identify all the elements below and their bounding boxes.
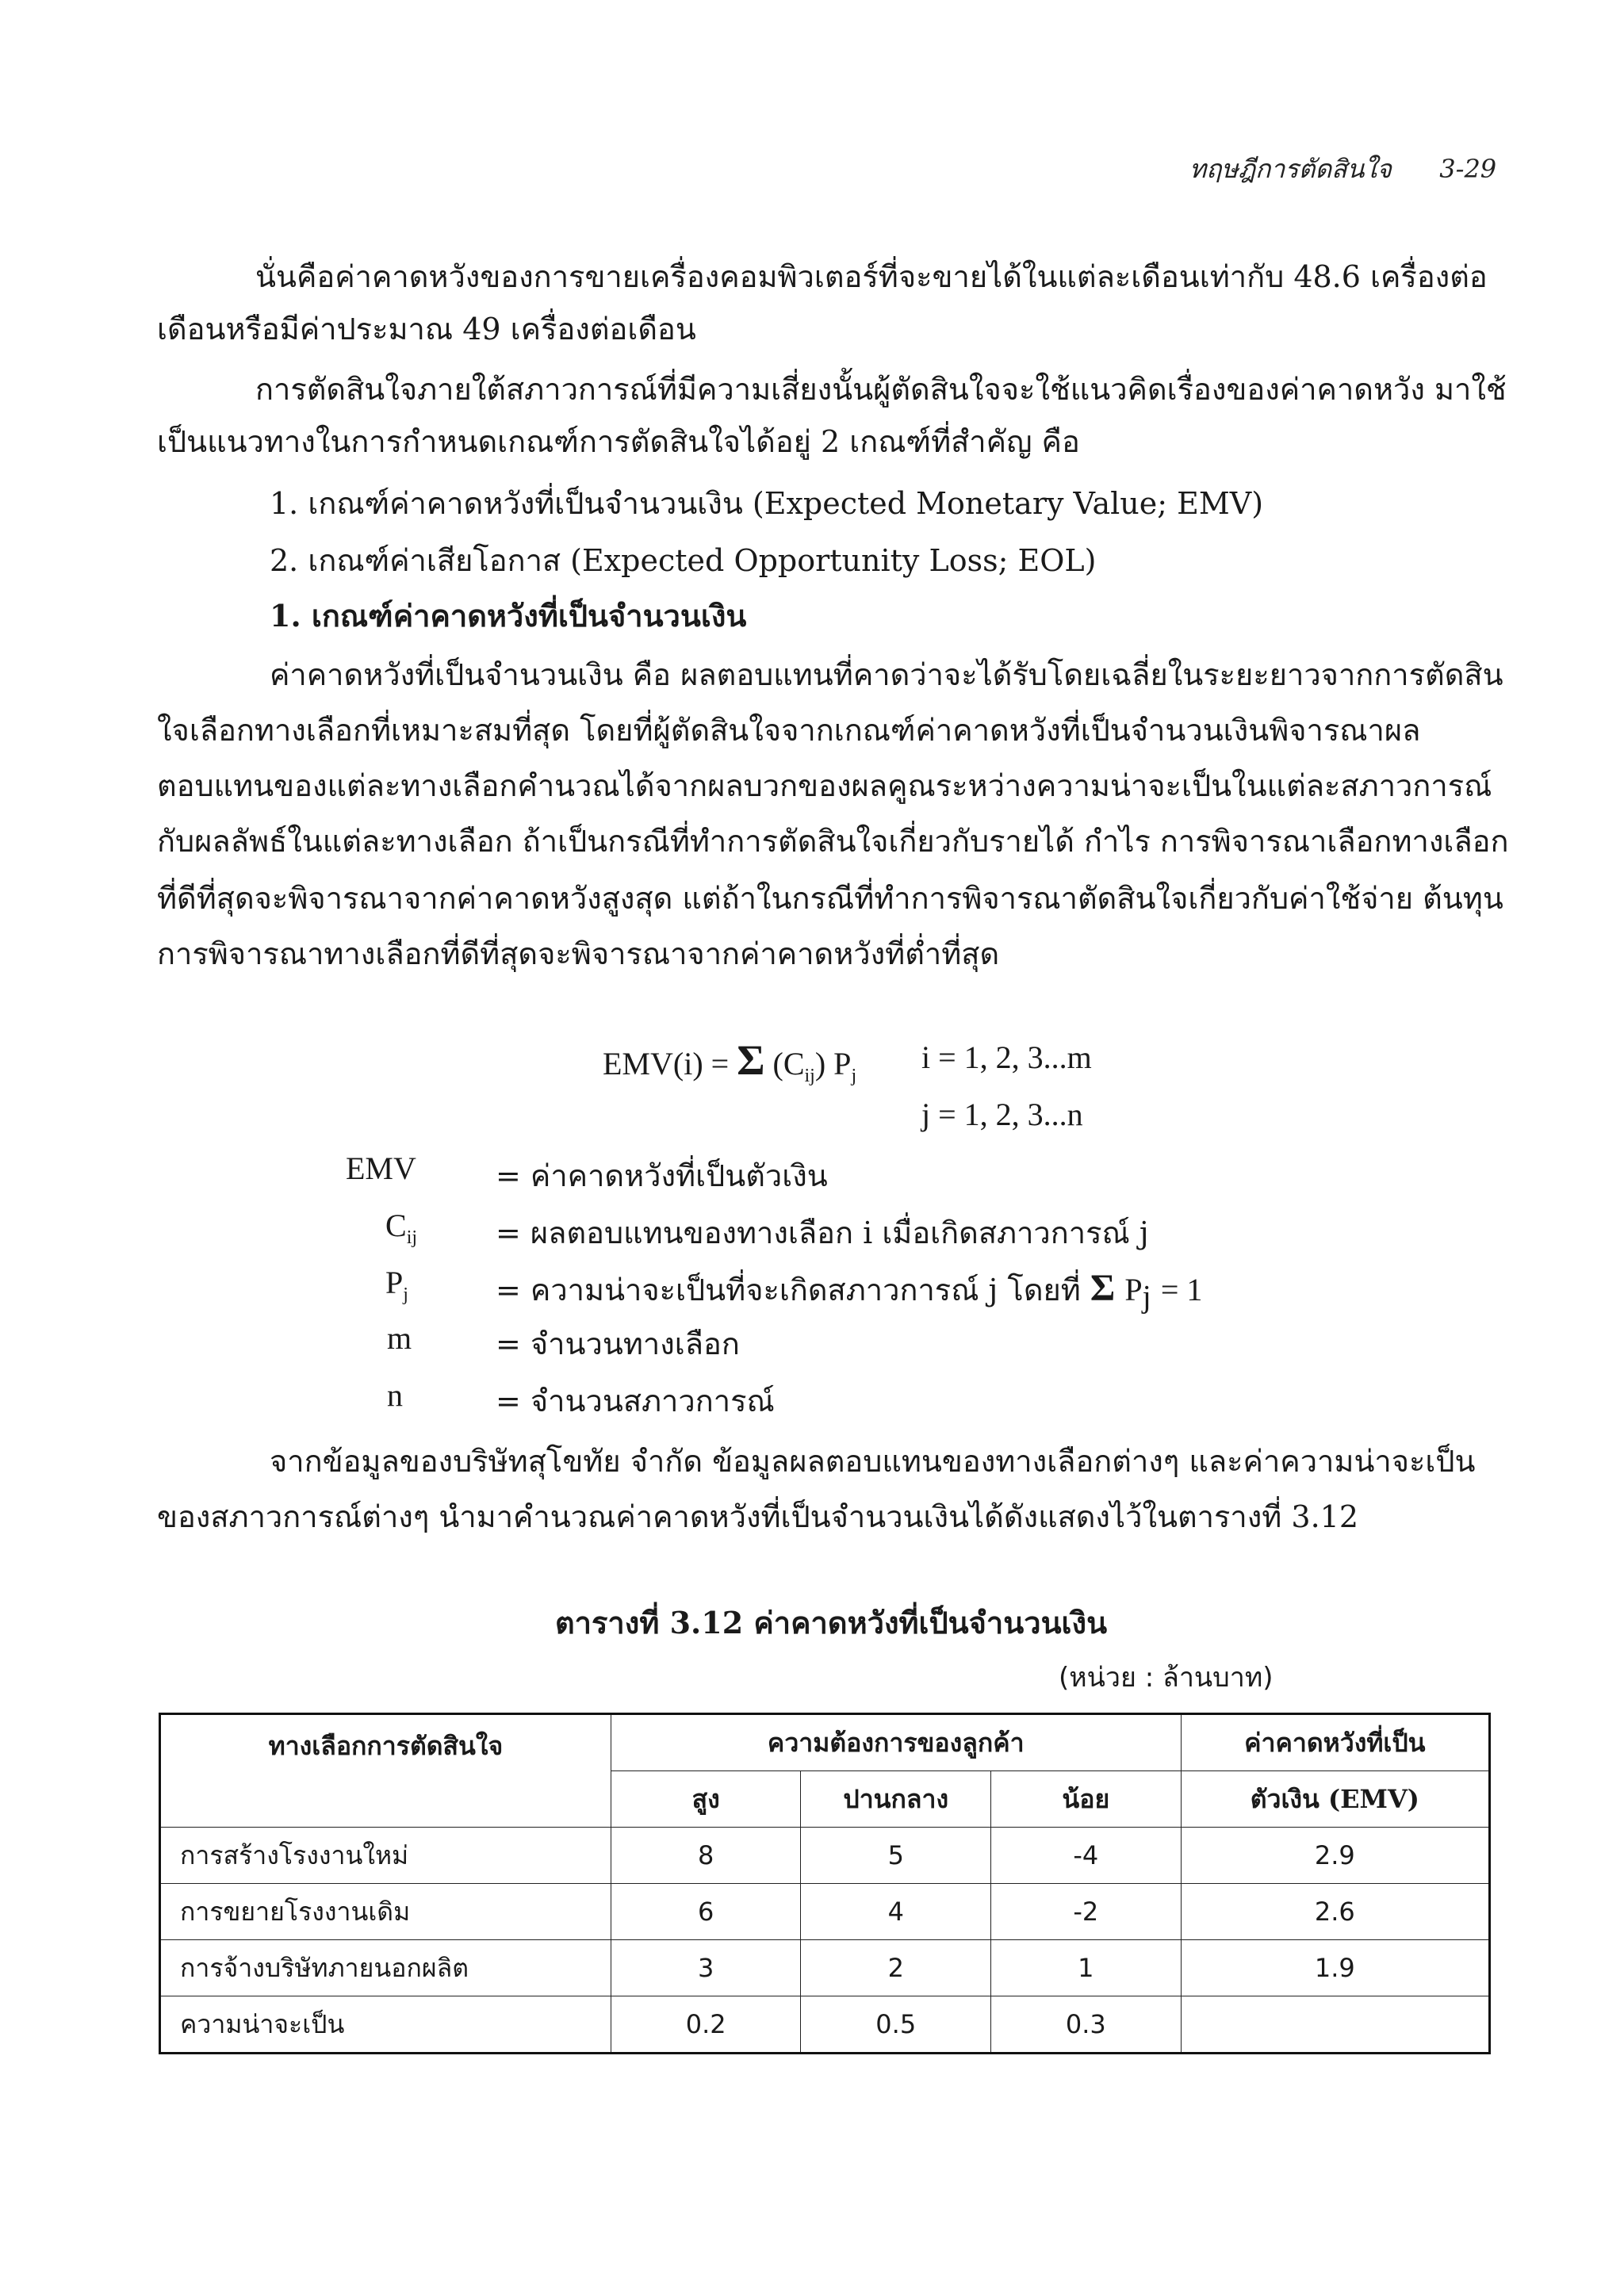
paragraph-2-line-2: เป็นแนวทางในการกำหนดเกณฑ์การตัดสินใจได้อยู่ 2 เกณฑ์ที่สำคัญ คือ bbox=[157, 424, 1080, 459]
formula-p: ) P bbox=[814, 1046, 852, 1081]
formula-p-subscript: j bbox=[851, 1066, 857, 1086]
header-title: ทฤษฎีการตัดสินใจ bbox=[1189, 154, 1392, 184]
criterion-item-1: 1. เกณฑ์ค่าคาดหวังที่เป็นจำนวนเงิน (Expected Monetary Value; EMV) bbox=[270, 486, 1264, 521]
header-alternatives: ทางเลือกการตัดสินใจ bbox=[160, 1714, 611, 1828]
paragraph-3-line-4: กับผลลัพธ์ในแต่ละทางเลือก ถ้าเป็นกรณีที่ทำการตัดสินใจเกี่ยวกับรายได้ กำไร การพิจารณาเลือกทางเลือก bbox=[157, 824, 1509, 859]
sigma-symbol: Σ bbox=[737, 1036, 765, 1084]
cell-low: -2 bbox=[991, 1884, 1182, 1940]
def-p-tail-eq: = 1 bbox=[1160, 1272, 1203, 1307]
subheader-low: น้อย bbox=[991, 1771, 1182, 1828]
subheader-high: สูง bbox=[611, 1771, 801, 1828]
def-p-tail-subscript: j bbox=[1142, 1278, 1151, 1315]
paragraph-2-line-1: การตัดสินใจภายใต้สภาวการณ์ที่มีความเสี่ยงนั้นผู้ตัดสินใจจะใช้แนวคิดเรื่องของค่าคาดหวัง มาใช้ bbox=[255, 372, 1507, 407]
section-heading: 1. เกณฑ์ค่าคาดหวังที่เป็นจำนวนเงิน bbox=[270, 598, 747, 634]
page-number: 3-29 bbox=[1439, 154, 1497, 184]
table-row bbox=[160, 1996, 1490, 2054]
formula-range-i: i = 1, 2, 3...m bbox=[921, 1039, 1092, 1075]
row-label: การขยายโรงงานเดิม bbox=[160, 1884, 611, 1940]
paragraph-3-line-2: ใจเลือกทางเลือกที่เหมาะสมที่สุด โดยที่ผู้ตัดสินใจจากเกณฑ์ค่าคาดหวังที่เป็นจำนวนเงินพิจารณาผล bbox=[157, 713, 1421, 748]
paragraph-4-line-1: จากข้อมูลของบริษัทสุโขทัย จำกัด ข้อมูลผลตอบแทนของทางเลือกต่างๆ และค่าความน่าจะเป็น bbox=[270, 1444, 1476, 1479]
def-symbol-m: m bbox=[387, 1320, 412, 1356]
def-symbol-n: n bbox=[387, 1377, 403, 1413]
table-header-row bbox=[160, 1714, 1490, 1771]
cell-medium: 2 bbox=[801, 1940, 991, 1996]
def-c-subscript: ij bbox=[406, 1227, 418, 1248]
header-emv-line-2: ตัวเงิน (EMV) bbox=[1181, 1771, 1489, 1828]
def-c-letter: C bbox=[385, 1208, 407, 1243]
subheader-medium: ปานกลาง bbox=[801, 1771, 991, 1828]
running-header bbox=[1189, 149, 1496, 189]
formula-c-subscript: ij bbox=[804, 1066, 815, 1086]
def-p-tail-letter: P bbox=[1124, 1272, 1143, 1307]
def-p-subscript: j bbox=[403, 1284, 408, 1305]
table-row bbox=[160, 1828, 1490, 1884]
paragraph-3-line-5: ที่ดีที่สุดจะพิจารณาจากค่าคาดหวังสูงสุด แต่ถ้าในกรณีที่ทำการพิจารณาตัดสินใจเกี่ยวกับค่าใช้จ่าย ต้นทุน bbox=[157, 881, 1503, 916]
cell-low: 0.3 bbox=[991, 1996, 1182, 2054]
cell-emv bbox=[1181, 1996, 1489, 2054]
cell-medium: 0.5 bbox=[801, 1996, 991, 2054]
paragraph-1-line-1: นั่นคือค่าคาดหวังของการขายเครื่องคอมพิวเตอร์ที่จะขายได้ในแต่ละเดือนเท่ากับ 48.6 เครื่องต่อ bbox=[255, 259, 1488, 294]
paragraph-3-line-6: การพิจารณาทางเลือกที่ดีที่สุดจะพิจารณาจากค่าคาดหวังที่ต่ำที่สุด bbox=[157, 936, 1000, 971]
formula-lhs: EMV(i) = bbox=[603, 1046, 737, 1081]
table-row bbox=[160, 1884, 1490, 1940]
cell-emv: 1.9 bbox=[1181, 1940, 1489, 1996]
table-row bbox=[160, 1940, 1490, 1996]
def-text-n: = จำนวนสภาวการณ์ bbox=[496, 1384, 775, 1418]
paragraph-3-line-3: ตอบแทนของแต่ละทางเลือกคำนวณได้จากผลบวกของผลคูณระหว่างความน่าจะเป็นในแต่ละสภาวการณ์ bbox=[157, 768, 1492, 803]
header-emv-line-1: ค่าคาดหวังที่เป็น bbox=[1181, 1714, 1489, 1771]
cell-medium: 5 bbox=[801, 1828, 991, 1884]
formula-range-j: j = 1, 2, 3...n bbox=[921, 1097, 1083, 1132]
cell-emv: 2.9 bbox=[1181, 1828, 1489, 1884]
emv-table bbox=[159, 1713, 1491, 2054]
cell-high: 0.2 bbox=[611, 1996, 801, 2054]
def-symbol-emv: EMV bbox=[346, 1150, 416, 1186]
cell-low: -4 bbox=[991, 1828, 1182, 1884]
cell-low: 1 bbox=[991, 1940, 1182, 1996]
formula-c: (C bbox=[772, 1046, 805, 1081]
def-p-letter: P bbox=[385, 1265, 404, 1300]
paragraph-4-line-2: ของสภาวการณ์ต่างๆ นำมาคำนวณค่าคาดหวังที่เป็นจำนวนเงินได้ดังแสดงไว้ในตารางที่ 3.12 bbox=[157, 1499, 1359, 1534]
def-p-text: = ความน่าจะเป็นที่จะเกิดสภาวการณ์ j โดยที่ bbox=[496, 1273, 1081, 1307]
paragraph-1-line-2: เดือนหรือมีค่าประมาณ 49 เครื่องต่อเดือน bbox=[157, 312, 696, 346]
def-p-sigma: Σ bbox=[1090, 1267, 1116, 1309]
def-text-m: = จำนวนทางเลือก bbox=[496, 1326, 740, 1361]
cell-high: 8 bbox=[611, 1828, 801, 1884]
emv-formula bbox=[603, 1035, 856, 1087]
row-label: การสร้างโรงงานใหม่ bbox=[160, 1828, 611, 1884]
cell-emv: 2.6 bbox=[1181, 1884, 1489, 1940]
header-customer-demand: ความต้องการของลูกค้า bbox=[611, 1714, 1181, 1771]
row-label: ความน่าจะเป็น bbox=[160, 1996, 611, 2054]
row-label: การจ้างบริษัทภายนอกผลิต bbox=[160, 1940, 611, 1996]
def-text-emv: = ค่าคาดหวังที่เป็นตัวเงิน bbox=[496, 1158, 828, 1193]
def-symbol-p bbox=[385, 1264, 408, 1306]
cell-medium: 4 bbox=[801, 1884, 991, 1940]
def-text-c: = ผลตอบแทนของทางเลือก i เมื่อเกิดสภาวการณ์ j bbox=[496, 1215, 1149, 1250]
cell-high: 3 bbox=[611, 1940, 801, 1996]
def-text-p bbox=[496, 1265, 1202, 1315]
def-symbol-c bbox=[385, 1207, 417, 1249]
criterion-item-2: 2. เกณฑ์ค่าเสียโอกาส (Expected Opportunity Loss; EOL) bbox=[270, 543, 1097, 578]
table-caption: ตารางที่ 3.12 ค่าคาดหวังที่เป็นจำนวนเงิน bbox=[555, 1605, 1108, 1640]
table-unit: (หน่วย : ล้านบาท) bbox=[1059, 1662, 1274, 1694]
paragraph-3-line-1: ค่าคาดหวังที่เป็นจำนวนเงิน คือ ผลตอบแทนที่คาดว่าจะได้รับโดยเฉลี่ยในระยะยาวจากการตัดสิน bbox=[270, 657, 1503, 692]
cell-high: 6 bbox=[611, 1884, 801, 1940]
